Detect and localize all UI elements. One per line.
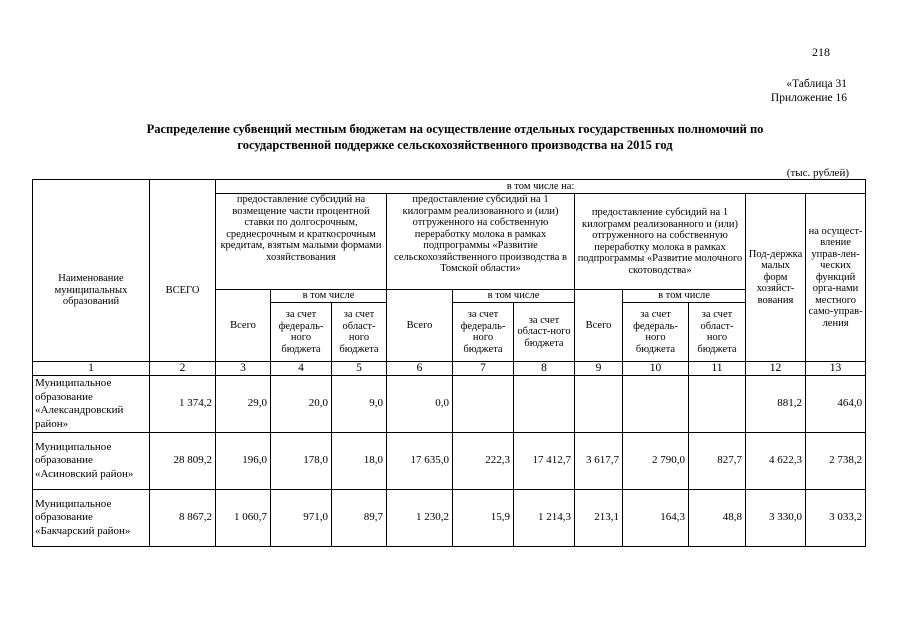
column-number: 3	[216, 362, 271, 376]
municipality-name: Муниципальное образование «Асиновский район»	[33, 433, 150, 490]
table-cell: 9,0	[332, 376, 387, 433]
header-group-milk-dairy-program: предоставление субсидий на 1 килограмм реализованного и (или) отгруженного на собственную переработку молока в рамках подпрограммы «Развитие молочного скотоводства»	[575, 194, 746, 290]
table-cell: 48,8	[689, 490, 746, 547]
table-cell: 196,0	[216, 433, 271, 490]
table-cell: 164,3	[623, 490, 689, 547]
column-number: 1	[33, 362, 150, 376]
table-cell: 827,7	[689, 433, 746, 490]
table-cell: 8 867,2	[150, 490, 216, 547]
table-cell	[689, 376, 746, 433]
column-number: 13	[806, 362, 866, 376]
column-number: 10	[623, 362, 689, 376]
header-g3-regional: за счет област-ного бюджета	[689, 303, 746, 362]
table-cell: 464,0	[806, 376, 866, 433]
column-number: 5	[332, 362, 387, 376]
table-cell: 4 622,3	[746, 433, 806, 490]
header-total: ВСЕГО	[150, 180, 216, 362]
header-g3-including: в том числе	[623, 290, 746, 303]
header-including: в том числе на:	[216, 180, 866, 194]
title-line1: Распределение субвенций местным бюджетам на осуществление отдельных государственных полномочий по	[146, 122, 764, 136]
header-row-1	[33, 180, 866, 194]
table-cell	[575, 376, 623, 433]
header-g3-federal: за счет федераль-ного бюджета	[623, 303, 689, 362]
header-g2-including: в том числе	[453, 290, 575, 303]
table-cell: 0,0	[387, 376, 453, 433]
header-g2-federal: за счет федераль-ного бюджета	[453, 303, 514, 362]
table-cell: 29,0	[216, 376, 271, 433]
column-number: 6	[387, 362, 453, 376]
title-line2: государственной поддержке сельскохозяйственного производства на 2015 год	[237, 138, 673, 152]
subsidies-table	[32, 179, 866, 547]
table-cell: 178,0	[271, 433, 332, 490]
table-cell	[514, 376, 575, 433]
header-g2-regional: за счет област-ного бюджета	[514, 303, 575, 362]
table-cell: 2 790,0	[623, 433, 689, 490]
table-cell: 213,1	[575, 490, 623, 547]
table-cell: 89,7	[332, 490, 387, 547]
table-reference-line2: Приложение 16	[770, 92, 847, 104]
header-g1-regional: за счет област-ного бюджета	[332, 303, 387, 362]
table-cell	[453, 376, 514, 433]
table-cell: 15,9	[453, 490, 514, 547]
municipality-name: Муниципальное образование «Бакчарский район»	[33, 490, 150, 547]
table-cell: 1 374,2	[150, 376, 216, 433]
table-cell: 222,3	[453, 433, 514, 490]
table-cell: 1 214,3	[514, 490, 575, 547]
header-local-government: на осущест-вление управ-лен-ческих функций орга-нами местного само-управ-ления	[806, 194, 866, 362]
header-g1-total: Всего	[216, 290, 271, 362]
table-cell: 971,0	[271, 490, 332, 547]
header-group-interest-rate: предоставление субсидий на возмещение части процентной ставки по долгосрочным, среднесрочным и краткосрочным кредитам, взятым малыми формами хозяйствования	[216, 194, 387, 290]
column-number: 12	[746, 362, 806, 376]
table-cell: 1 230,2	[387, 490, 453, 547]
table-row	[33, 376, 866, 433]
header-group-milk-agri-program: предоставление субсидий на 1 килограмм реализованного и (или) отгруженного на собственную переработку молока в рамках подпрограммы «Развитие сельскохозяйственного производства в Томской области»	[387, 194, 575, 290]
table-row	[33, 490, 866, 547]
units-label: (тыс. рублей)	[786, 167, 849, 179]
header-g3-total: Всего	[575, 290, 623, 362]
municipality-name: Муниципальное образование «Александровский район»	[33, 376, 150, 433]
table-cell: 2 738,2	[806, 433, 866, 490]
column-number: 2	[150, 362, 216, 376]
column-number: 11	[689, 362, 746, 376]
table-cell: 17 635,0	[387, 433, 453, 490]
table-reference	[771, 77, 847, 105]
header-g2-total: Всего	[387, 290, 453, 362]
column-number-row	[33, 362, 866, 376]
column-number: 9	[575, 362, 623, 376]
table-cell: 1 060,7	[216, 490, 271, 547]
header-g1-including: в том числе	[271, 290, 387, 303]
table-cell: 17 412,7	[514, 433, 575, 490]
table-cell	[623, 376, 689, 433]
table-cell: 3 330,0	[746, 490, 806, 547]
header-name: Наименование муниципальных образований	[33, 180, 150, 362]
table-cell: 20,0	[271, 376, 332, 433]
header-g1-federal: за счет федераль-ного бюджета	[271, 303, 332, 362]
table-cell: 28 809,2	[150, 433, 216, 490]
column-number: 7	[453, 362, 514, 376]
table-reference-line1: «Таблица 31	[786, 78, 847, 90]
table-row	[33, 433, 866, 490]
table-cell: 3 033,2	[806, 490, 866, 547]
header-support-small-farms: Под-держка малых форм хозяйст-вования	[746, 194, 806, 362]
page-number: 218	[812, 45, 830, 59]
table-cell: 881,2	[746, 376, 806, 433]
column-number: 4	[271, 362, 332, 376]
table-cell: 3 617,7	[575, 433, 623, 490]
column-number: 8	[514, 362, 575, 376]
document-title	[60, 121, 850, 153]
table-cell: 18,0	[332, 433, 387, 490]
